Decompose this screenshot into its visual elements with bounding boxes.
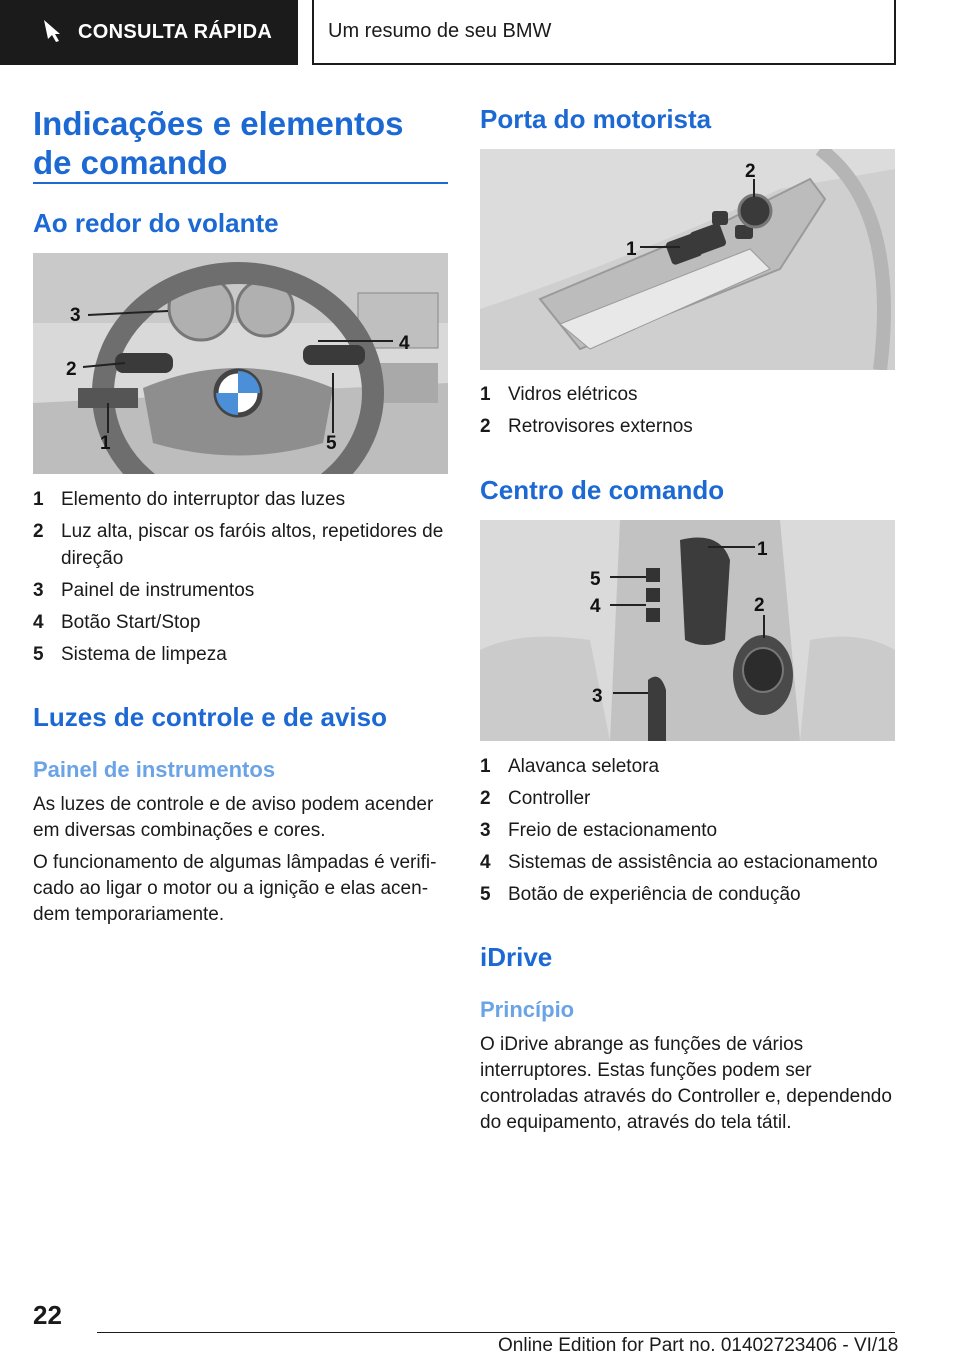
warning-paragraph: As luzes de controle e de aviso podem acender em diversas combinações e cores. — [33, 794, 434, 841]
console-legend — [480, 753, 895, 913]
idrive-paragraph: O iDrive abrange as funções de vários interruptores. Estas funções podem ser controladas através do Controller e, dependendo do equipamento, através do tela tátil. — [480, 1034, 892, 1133]
figure-callout: 2 — [754, 595, 765, 616]
figure-callout: 4 — [399, 333, 410, 354]
quick-lookup-icon — [40, 17, 66, 48]
list-item: 1 Alavanca seletora — [480, 756, 660, 777]
page-number: 22 — [33, 1300, 62, 1330]
figure-callout: 5 — [326, 433, 337, 454]
figure-callout: 4 — [590, 596, 601, 617]
list-item: 5 Botão de experiência de condução — [480, 884, 801, 905]
figure-callout: 2 — [66, 359, 77, 380]
section-tab — [0, 0, 298, 65]
figure-callout: 1 — [100, 433, 111, 454]
steering-wheel-figure — [33, 253, 448, 474]
figure-callout: 5 — [590, 569, 601, 590]
warning-heading: Luzes de controle e de aviso — [33, 702, 387, 732]
steering-heading: Ao redor do volante — [33, 208, 279, 238]
list-item: 1 Elemento do interruptor das luzes — [33, 489, 346, 510]
edition-footer: Online Edition for Part no. 01402723406 - VI/18 — [498, 1335, 899, 1356]
idrive-heading: iDrive — [480, 942, 553, 972]
idrive-subheading: Princípio — [480, 997, 575, 1022]
figure-callout: 2 — [745, 161, 756, 182]
list-item: 3 Painel de instrumentos — [33, 580, 255, 601]
figure-callout: 3 — [592, 686, 603, 707]
section-subtitle: Um resumo de seu BMW — [312, 0, 896, 65]
door-figure — [480, 149, 895, 370]
list-item: 2 Controller — [480, 788, 591, 809]
page-title: Indicações e elementos de comando — [33, 105, 404, 181]
title-rule — [33, 182, 448, 184]
warning-paragraph: O funcionamento de algumas lâmpadas é verificado ao ligar o motor ou a ignição e elas acendem temporariamente. — [33, 852, 437, 925]
console-heading: Centro de comando — [480, 475, 725, 505]
list-item: 2 Retrovisores externos — [480, 416, 693, 437]
warning-subheading: Painel de instrumentos — [33, 757, 276, 782]
list-item: 3 Freio de estacionamento — [480, 820, 718, 841]
list-item: 5 Sistema de limpeza — [33, 644, 227, 665]
section-label: CONSULTA RÁPIDA — [78, 21, 273, 43]
console-figure — [480, 520, 895, 741]
figure-callout: 1 — [626, 239, 637, 260]
footer-rule — [97, 1332, 895, 1333]
steering-legend — [33, 486, 448, 673]
door-legend — [480, 381, 895, 445]
list-item: 4 Botão Start/Stop — [33, 612, 201, 633]
door-heading: Porta do motorista — [480, 104, 712, 134]
list-item: 4 Sistemas de assistência ao estacionamento — [480, 852, 878, 873]
figure-callout: 1 — [757, 539, 768, 560]
figure-callout: 3 — [70, 305, 81, 326]
list-item: 1 Vidros elétricos — [480, 384, 638, 405]
list-item: 2 Luz alta, piscar os faróis altos, repetidores de direção — [33, 521, 444, 569]
